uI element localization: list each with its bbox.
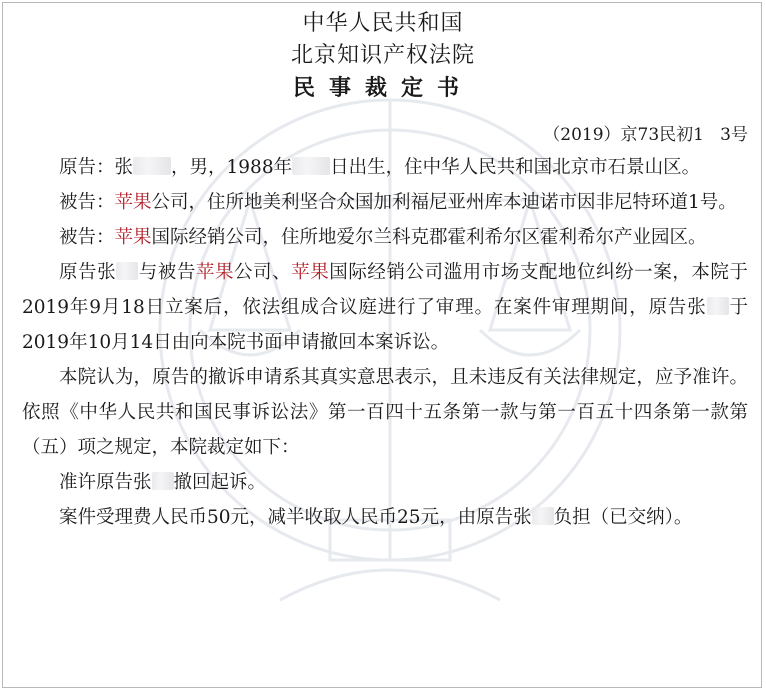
redaction-mark: [152, 472, 174, 490]
text-segment: ，男，1988年: [171, 157, 293, 178]
text-segment: 案件受理费人民币50元，减半收取人民币25元，由原告张: [59, 507, 532, 528]
highlighted-brand: 苹果: [114, 227, 152, 248]
text-segment: 撤回起诉。: [173, 472, 267, 493]
defendant-2-paragraph: [22, 220, 748, 255]
redaction-mark: [116, 262, 138, 280]
redaction-mark: [532, 507, 554, 525]
ruling-paragraph: [22, 465, 748, 500]
text-segment: 于2019年10月14日由向本院书面申请撤回本案诉讼。: [22, 297, 748, 353]
text-segment: 公司，住所地美利坚合众国加利福尼亚州库本迪诺市因非尼特环道1号。: [151, 192, 737, 213]
text-segment: 负担（已交纳）。: [553, 507, 693, 528]
redaction-mark: [707, 297, 729, 315]
text-segment: 日出生，住中华人民共和国北京市石景山区。: [330, 157, 701, 178]
court-opinion-paragraph: 本院认为，原告的撤诉申请系其真实意思表示，且未违反有关法律规定，应予准许。依照《中华人民共和国民事诉讼法》第一百四十五条第一款与第一百五十四条第一款第（五）项之规定，本院裁定如下：: [22, 367, 748, 458]
fee-paragraph: [22, 500, 748, 535]
redaction-mark: [292, 157, 330, 175]
text-segment: 被告：: [59, 227, 115, 248]
country-title: 中华人民共和国: [302, 11, 464, 36]
highlighted-brand: 苹果: [195, 262, 234, 283]
text-segment: 与被告: [138, 262, 196, 283]
text-segment: 准许原告张: [59, 472, 152, 493]
text-segment: 原告：张: [59, 157, 134, 178]
redaction-mark: [133, 157, 171, 175]
court-name: 北京知识产权法院: [290, 43, 475, 68]
highlighted-brand: 苹果: [291, 262, 330, 283]
plaintiff-paragraph: [22, 150, 748, 185]
ruling-body: [22, 150, 748, 535]
text-segment: 公司、: [234, 262, 292, 283]
document-header: [0, 8, 766, 106]
defendant-1-paragraph: [22, 185, 748, 220]
case-facts-paragraph: [22, 255, 748, 360]
text-segment: 被告：: [59, 192, 115, 213]
highlighted-brand: 苹果: [114, 192, 152, 213]
document-type-title: 民事裁定书: [292, 76, 473, 101]
case-number: （2019）京73民初1 3号: [543, 125, 748, 145]
text-segment: 原告张: [59, 262, 117, 283]
text-segment: 国际经销公司滥用市场支配地位纠纷一案，本院于2019年9月18日立案后，依法组成合议庭进行了审理。在案件审理期间，原告张: [22, 262, 748, 318]
text-segment: 国际经销公司，住所地爱尔兰科克郡霍利希尔区霍利希尔产业园区。: [151, 227, 707, 248]
